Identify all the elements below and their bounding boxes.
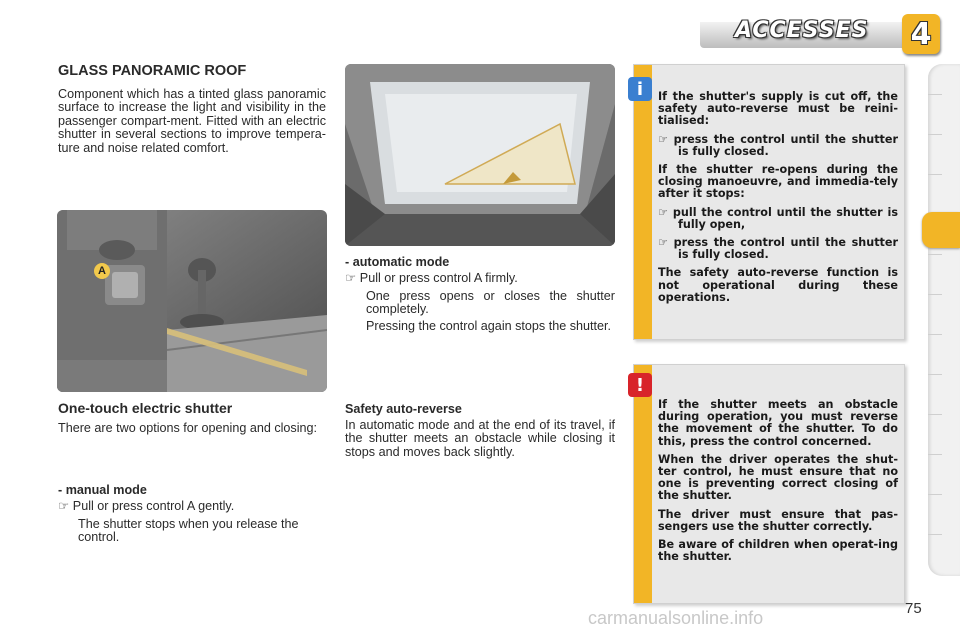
auto-mode-title: - automatic mode: [345, 255, 450, 269]
warning-text-2: When the driver operates the shut-ter control, he must ensure that no one is preventing correct closing of the shutter.: [658, 452, 898, 503]
safety-title: Safety auto-reverse: [345, 402, 462, 416]
intro-paragraph: Component which has a tinted glass panoramic surface to increase the light and visibility in the passenger compart-ment. Fitted with an electric shutter in several sections to improve tempera-ture and noise related comfort.: [58, 87, 326, 155]
warning-icon: !: [628, 373, 652, 397]
auto-mode-text-1: One press opens or closes the shutter completely.: [366, 289, 615, 317]
section-title: ACCESSES: [735, 18, 869, 43]
page-number: 75: [905, 600, 922, 617]
control-a-marker: A: [94, 263, 110, 279]
warning-text-1: If the shutter meets an obstacle during operation, you must reverse the movement of the shutter. To do this, press the control concerned.: [658, 398, 898, 448]
safety-text: In automatic mode and at the end of its travel, if the shutter meets an obstacle while closing it stops and moves back slightly.: [345, 418, 615, 459]
chapter-tab-rail: [928, 64, 960, 576]
watermark: carmanualsonline.info: [588, 608, 764, 628]
warning-panel: [633, 364, 905, 604]
info-icon: i: [628, 77, 652, 101]
section-heading: One-touch electric shutter: [58, 400, 233, 416]
info-text-1: If the shutter's supply is cut off, the safety auto-reverse must be reini-tialised:: [658, 90, 898, 128]
roof-photo: [345, 64, 615, 246]
page-heading: GLASS PANORAMIC ROOF: [58, 63, 247, 79]
manual-mode-bullet: ☞ Pull or press control A gently.: [58, 499, 235, 513]
chapter-tab-active[interactable]: [922, 212, 960, 248]
info-bullet-1: ☞ press the control until the shutter is fully closed.: [658, 132, 898, 158]
auto-mode-text-2: Pressing the control again stops the shutter.: [366, 319, 612, 333]
manual-mode-title: - manual mode: [58, 483, 147, 497]
info-bullet-3: ☞ press the control until the shutter is fully closed.: [658, 236, 898, 262]
info-text-3: The safety auto-reverse function is not operational during these operations.: [658, 266, 898, 304]
console-photo: [57, 210, 327, 392]
section-intro: There are two options for opening and closing:: [58, 421, 318, 435]
chapter-number: 4: [902, 14, 940, 54]
manual-mode-text: The shutter stops when you release the control.: [78, 517, 299, 545]
warning-text-4: Be aware of children when operat-ing the shutter.: [658, 538, 898, 564]
info-text-2: If the shutter re-opens during the closing manoeuvre, and immedia-tely after it stops:: [658, 163, 898, 201]
info-bullet-2: ☞ pull the control until the shutter is fully open,: [658, 205, 898, 231]
warning-text-3: The driver must ensure that pas-sengers use the shutter correctly.: [658, 507, 898, 533]
info-panel: [633, 64, 905, 340]
auto-mode-bullet: ☞ Pull or press control A firmly.: [345, 271, 518, 285]
